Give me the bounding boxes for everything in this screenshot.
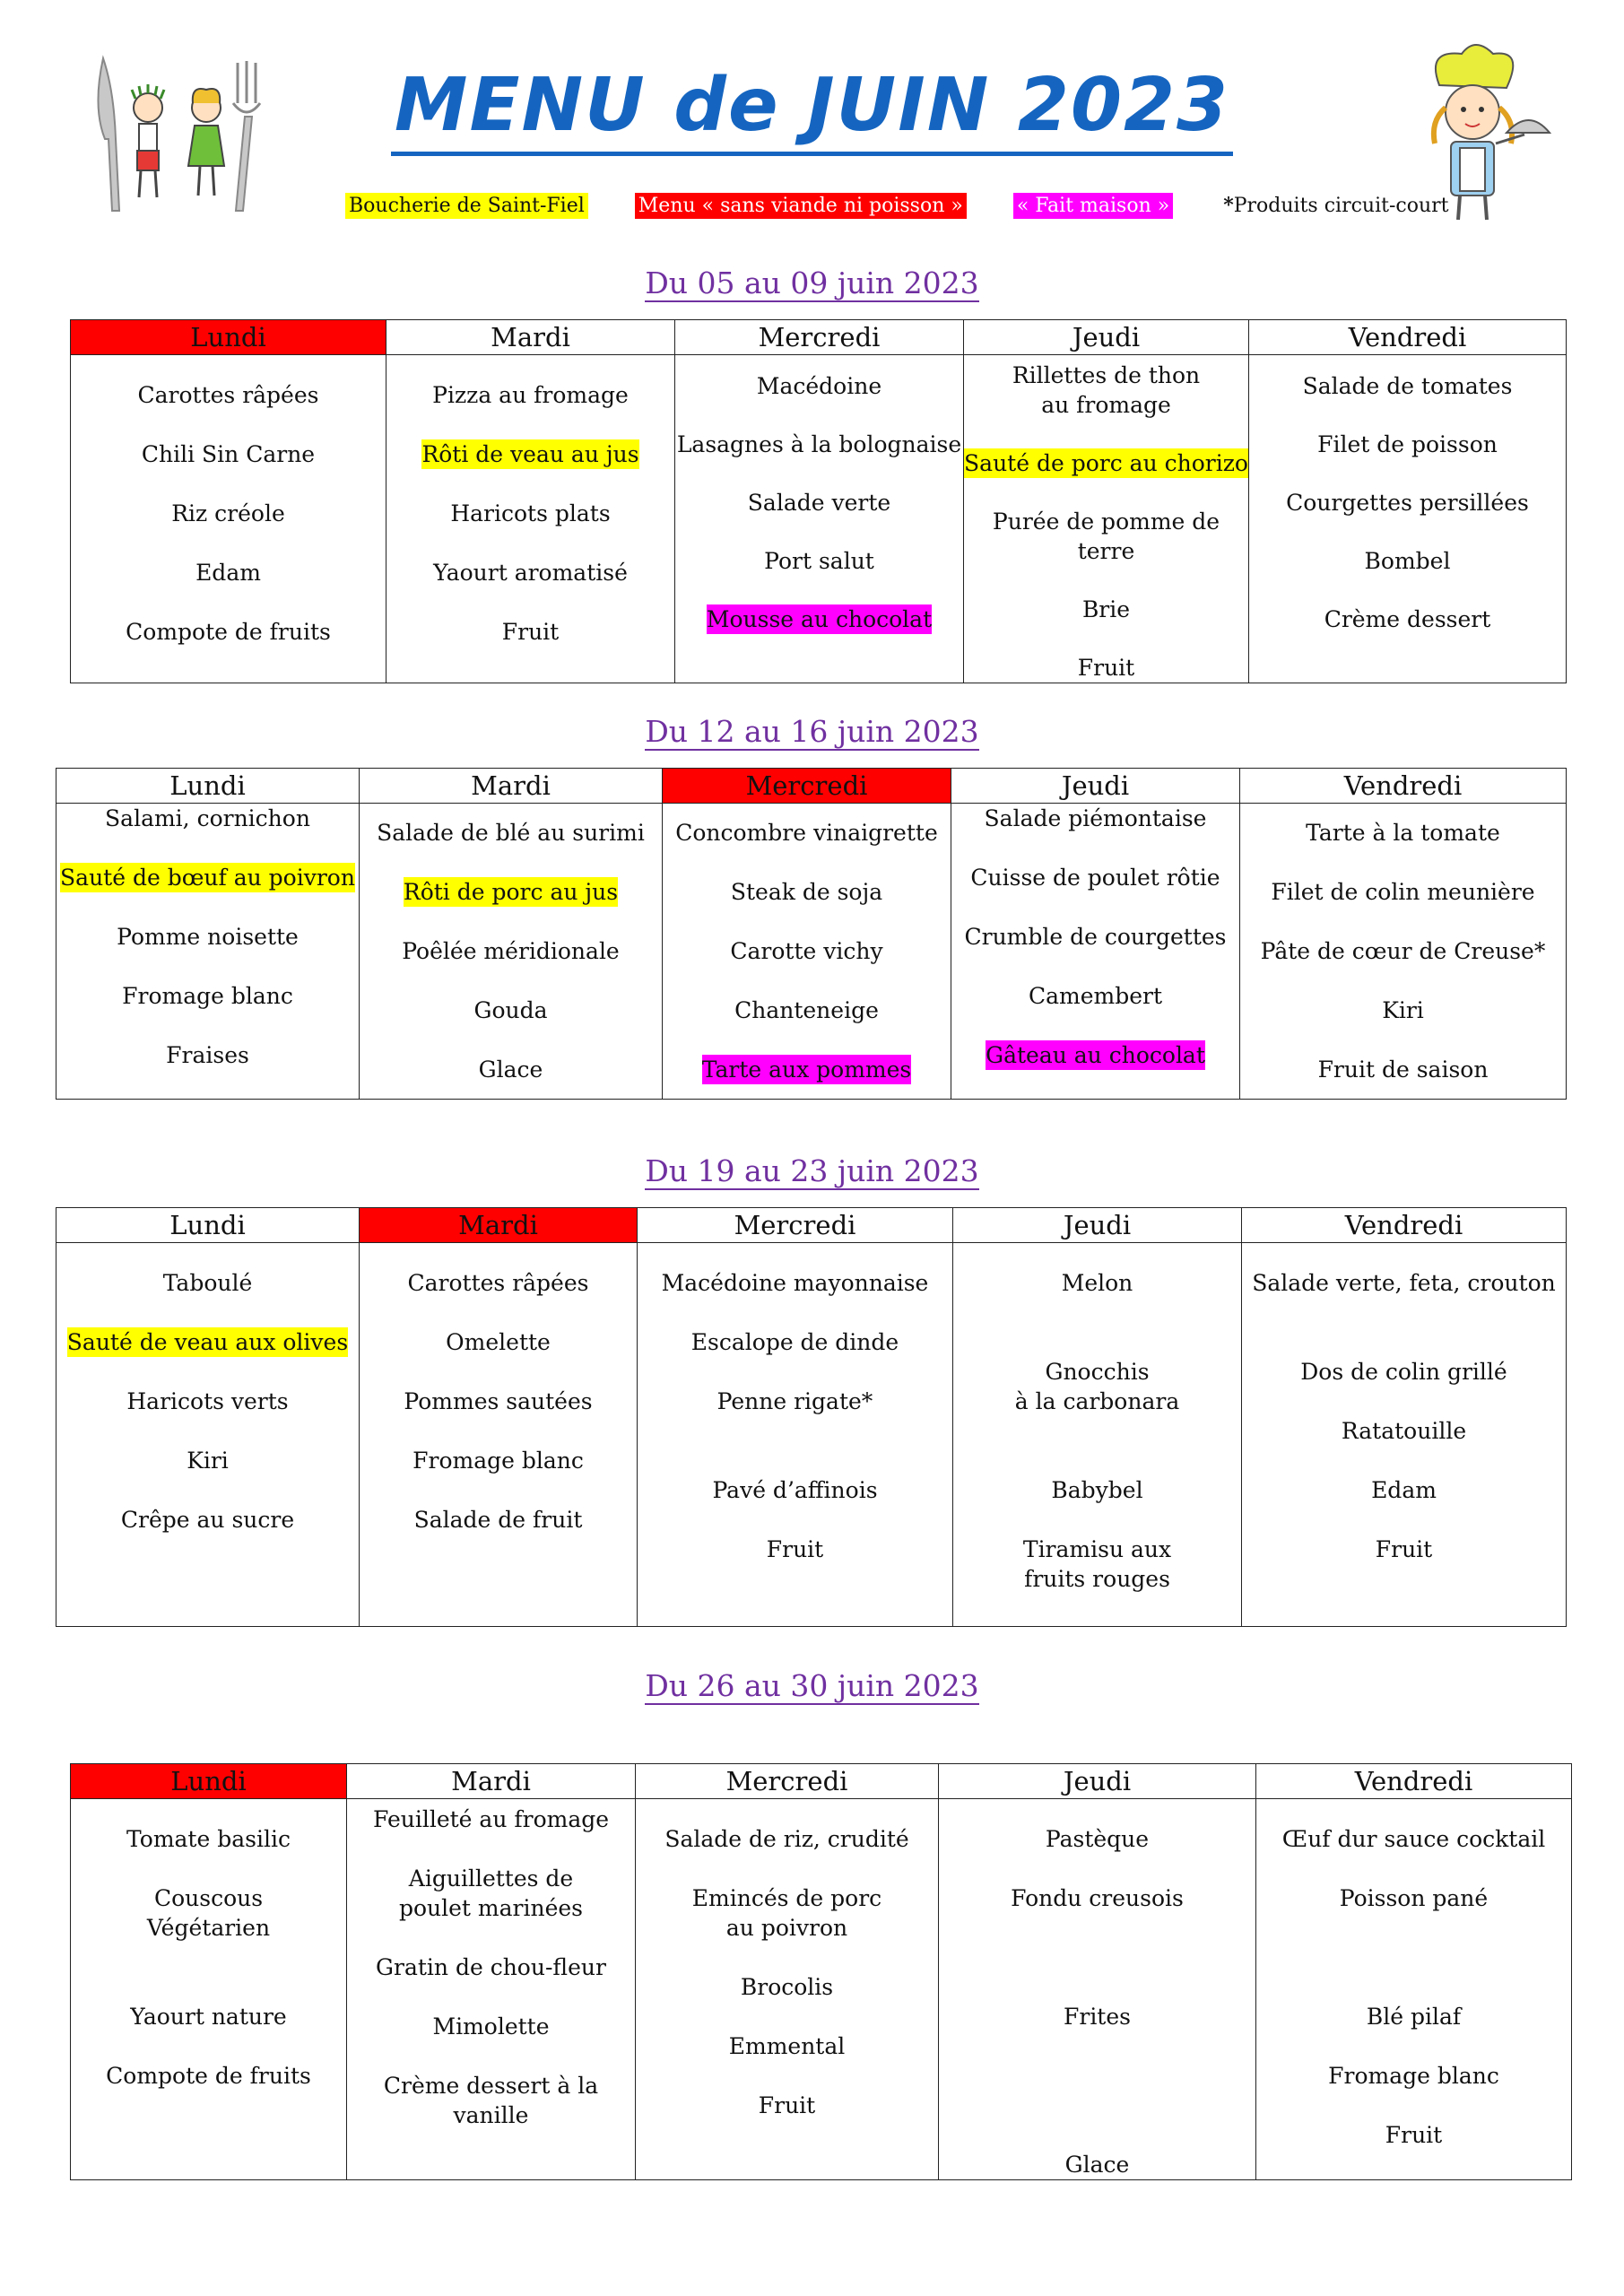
dish: Salade de riz, crudité <box>664 1826 909 1852</box>
day-header: Jeudi <box>939 1764 1256 1799</box>
dish: Fraises <box>166 1042 249 1068</box>
dish: Lasagnes à la bolognaise <box>676 431 962 457</box>
dish: Gâteau au chocolat <box>986 1042 1205 1068</box>
dish: Fondu creusois <box>1011 1885 1184 1911</box>
day-header: Lundi <box>56 1208 360 1243</box>
dish: Pizza au fromage <box>432 382 629 408</box>
day-header: Jeudi <box>964 320 1249 355</box>
day-header: Mardi <box>347 1764 636 1799</box>
day-header: Mardi <box>360 769 663 804</box>
dish: Salade de blé au surimi <box>377 820 645 846</box>
dish: Frites <box>1064 2004 1131 2030</box>
dish: Tomate basilic <box>126 1826 291 1852</box>
day-cell <box>663 804 951 1100</box>
week-2-table <box>56 768 1567 1100</box>
dish: Escalope de dinde <box>690 1329 899 1355</box>
dish: Couscous Végétarien <box>146 1885 271 1941</box>
day-cell <box>939 1799 1256 2180</box>
legend-circuit-court: *Produits circuit-court <box>1223 194 1449 217</box>
week-2-title: Du 12 au 16 juin 2023 <box>645 714 979 749</box>
header-row <box>71 1764 1572 1799</box>
dish: Steak de soja <box>730 879 883 905</box>
dish: Fruit <box>1077 655 1135 681</box>
dish: à la carbonara <box>1014 1388 1180 1414</box>
dish: Gratin de chou-fleur <box>376 1954 606 1980</box>
dish: Camembert <box>1028 983 1163 1009</box>
legend-boucherie: Boucherie de Saint-Fiel <box>345 193 588 219</box>
dish: Fromage blanc <box>122 983 293 1009</box>
dish: Emincés de porc au poivron <box>691 1885 882 1941</box>
dish: Dos de colin grillé <box>1300 1359 1507 1385</box>
page-title: MENU de JUIN 2023 <box>0 63 1624 148</box>
dish: Kiri <box>1382 997 1424 1023</box>
day-header: Jeudi <box>953 1208 1242 1243</box>
day-header: Vendredi <box>1242 1208 1567 1243</box>
kids-cutlery-illustration <box>85 54 282 215</box>
dish: Carottes râpées <box>407 1270 589 1296</box>
dish: Fruit <box>766 1536 824 1562</box>
dish: Feuilleté au fromage <box>372 1806 610 1832</box>
dish: Glace <box>478 1057 543 1083</box>
dish: Pomme noisette <box>117 924 299 950</box>
day-header: Mercredi <box>675 320 964 355</box>
dish: Ratatouille <box>1341 1418 1467 1444</box>
dish: Fromage blanc <box>1328 2063 1499 2089</box>
dish: Salade de fruit <box>413 1507 583 1533</box>
dish: Babybel <box>1051 1477 1143 1503</box>
dish: Courgettes persillées <box>1286 490 1529 516</box>
dish: Filet de colin meunière <box>1271 879 1535 905</box>
day-cell <box>386 355 675 683</box>
day-header: Mardi <box>360 1208 638 1243</box>
day-cell <box>951 804 1240 1100</box>
dish: Kiri <box>187 1448 229 1474</box>
day-header: Mercredi <box>663 769 951 804</box>
dish: Fruit <box>1375 1536 1433 1562</box>
dish: Edam <box>1371 1477 1437 1503</box>
day-cell <box>675 355 964 683</box>
dish: Emmental <box>728 2033 846 2059</box>
dish: Crumble de courgettes <box>964 924 1227 950</box>
dish: Haricots plats <box>450 500 611 526</box>
dish: Fruit <box>758 2092 816 2118</box>
dish: Glace <box>1064 2152 1130 2178</box>
dish: Filet de poisson <box>1317 431 1498 457</box>
dish: Salade verte <box>747 490 891 516</box>
week-3-title: Du 19 au 23 juin 2023 <box>645 1153 979 1188</box>
dish: Tiramisu aux fruits rouges <box>1022 1536 1172 1592</box>
dish: Carottes râpées <box>137 382 319 408</box>
day-cell <box>638 1243 953 1627</box>
day-cell <box>360 1243 638 1627</box>
day-cell <box>71 1799 347 2180</box>
day-cell <box>71 355 386 683</box>
dish: Cuisse de poulet rôtie <box>970 865 1220 891</box>
dish: Salade verte, feta, crouton <box>1252 1270 1556 1296</box>
dish: Aiguillettes de poulet marinées <box>398 1866 584 1921</box>
dish: Rôti de veau au jus <box>421 441 639 467</box>
day-cell <box>56 1243 360 1627</box>
day-cell <box>964 355 1249 683</box>
dish: Fruit <box>1385 2122 1443 2148</box>
day-cell <box>953 1243 1242 1627</box>
day-cell <box>1242 1243 1567 1627</box>
dish: Poisson pané <box>1339 1885 1489 1911</box>
week-1-title: Du 05 au 09 juin 2023 <box>645 265 979 300</box>
dish: Blé pilaf <box>1366 2004 1462 2030</box>
dish: Penne rigate* <box>716 1388 873 1414</box>
legend-sans-viande: Menu « sans viande ni poisson » <box>635 193 967 219</box>
dish: Salade piémontaise <box>984 805 1207 831</box>
dish: Haricots verts <box>126 1388 289 1414</box>
menu-row <box>56 804 1567 1100</box>
dish: Sauté de bœuf au poivron <box>60 865 355 891</box>
dish: Sauté de veau aux olives <box>66 1329 349 1355</box>
dish: Rôti de porc au jus <box>403 879 619 905</box>
day-header: Lundi <box>71 320 386 355</box>
dish: Taboulé <box>162 1270 253 1296</box>
dish: Omelette <box>446 1329 551 1355</box>
dish: Salami, cornichon <box>105 805 310 831</box>
dish: Gnocchis <box>1045 1359 1150 1385</box>
dish: Chili Sin Carne <box>141 441 316 467</box>
day-header: Mercredi <box>638 1208 953 1243</box>
legend-star: * <box>1223 194 1234 217</box>
dish: Crème dessert <box>1324 606 1491 632</box>
dish: Chanteneige <box>734 997 879 1023</box>
dish: Yaourt aromatisé <box>433 560 628 586</box>
day-header: Lundi <box>56 769 360 804</box>
day-cell <box>347 1799 636 2180</box>
day-header: Vendredi <box>1256 1764 1572 1799</box>
dish: Compote de fruits <box>126 619 331 645</box>
header-row <box>56 769 1567 804</box>
dish: Fromage blanc <box>413 1448 584 1474</box>
menu-row <box>71 1799 1572 2180</box>
dish: Concombre vinaigrette <box>675 820 938 846</box>
dish: Fruit de saison <box>1317 1057 1489 1083</box>
dish: Sauté de porc au chorizo <box>964 450 1248 476</box>
day-header: Mercredi <box>636 1764 939 1799</box>
dish: Rillettes de thon au fromage <box>1012 362 1201 418</box>
dish: Port salut <box>764 548 874 574</box>
dish: Œuf dur sauce cocktail <box>1281 1826 1546 1852</box>
legend <box>345 192 1452 219</box>
header-row <box>71 320 1567 355</box>
dish: Riz créole <box>171 500 285 526</box>
dish: Melon <box>1061 1270 1133 1296</box>
dish: Yaourt nature <box>130 2004 287 2030</box>
day-cell <box>360 804 663 1100</box>
dish: Bombel <box>1364 548 1451 574</box>
day-cell <box>56 804 360 1100</box>
day-cell <box>1256 1799 1572 2180</box>
week-4-title: Du 26 au 30 juin 2023 <box>645 1668 979 1703</box>
dish: Macédoine mayonnaise <box>661 1270 929 1296</box>
day-cell <box>1240 804 1567 1100</box>
week-1-table <box>70 319 1567 683</box>
dish: Gouda <box>473 997 548 1023</box>
dish: Mousse au chocolat <box>706 606 933 632</box>
dish: Brocolis <box>740 1974 834 2000</box>
day-cell <box>636 1799 939 2180</box>
dish: Fruit <box>501 619 560 645</box>
header-row <box>56 1208 1567 1243</box>
dish: Purée de pomme de terre <box>992 509 1220 564</box>
dish: Macédoine <box>756 373 882 399</box>
dish: Poêlée méridionale <box>402 938 620 964</box>
dish: Crème dessert à la vanille <box>383 2073 599 2128</box>
week-4-table <box>70 1763 1572 2180</box>
dish: Carotte vichy <box>730 938 883 964</box>
dish: Brie <box>1081 596 1131 622</box>
week-3-table <box>56 1207 1567 1627</box>
dish: Mimolette <box>432 2013 550 2039</box>
menu-row <box>71 355 1567 683</box>
day-header: Mardi <box>386 320 675 355</box>
dish: Crêpe au sucre <box>120 1507 295 1533</box>
dish: Edam <box>195 560 261 586</box>
legend-fait-maison: « Fait maison » <box>1013 193 1173 219</box>
dish: Tarte à la tomate <box>1306 820 1500 846</box>
day-header: Lundi <box>71 1764 347 1799</box>
day-cell <box>1249 355 1567 683</box>
dish: Pavé d’affinois <box>712 1477 878 1503</box>
dish: Compote de fruits <box>106 2063 311 2089</box>
dish: Salade de tomates <box>1302 373 1513 399</box>
dish: Tarte aux pommes <box>701 1057 912 1083</box>
day-header: Vendredi <box>1240 769 1567 804</box>
dish: Pâte de cœur de Creuse* <box>1260 938 1546 964</box>
day-header: Vendredi <box>1249 320 1567 355</box>
dish: Pastèque <box>1045 1826 1150 1852</box>
menu-row <box>56 1243 1567 1627</box>
day-header: Jeudi <box>951 769 1240 804</box>
dish: Pommes sautées <box>404 1388 593 1414</box>
